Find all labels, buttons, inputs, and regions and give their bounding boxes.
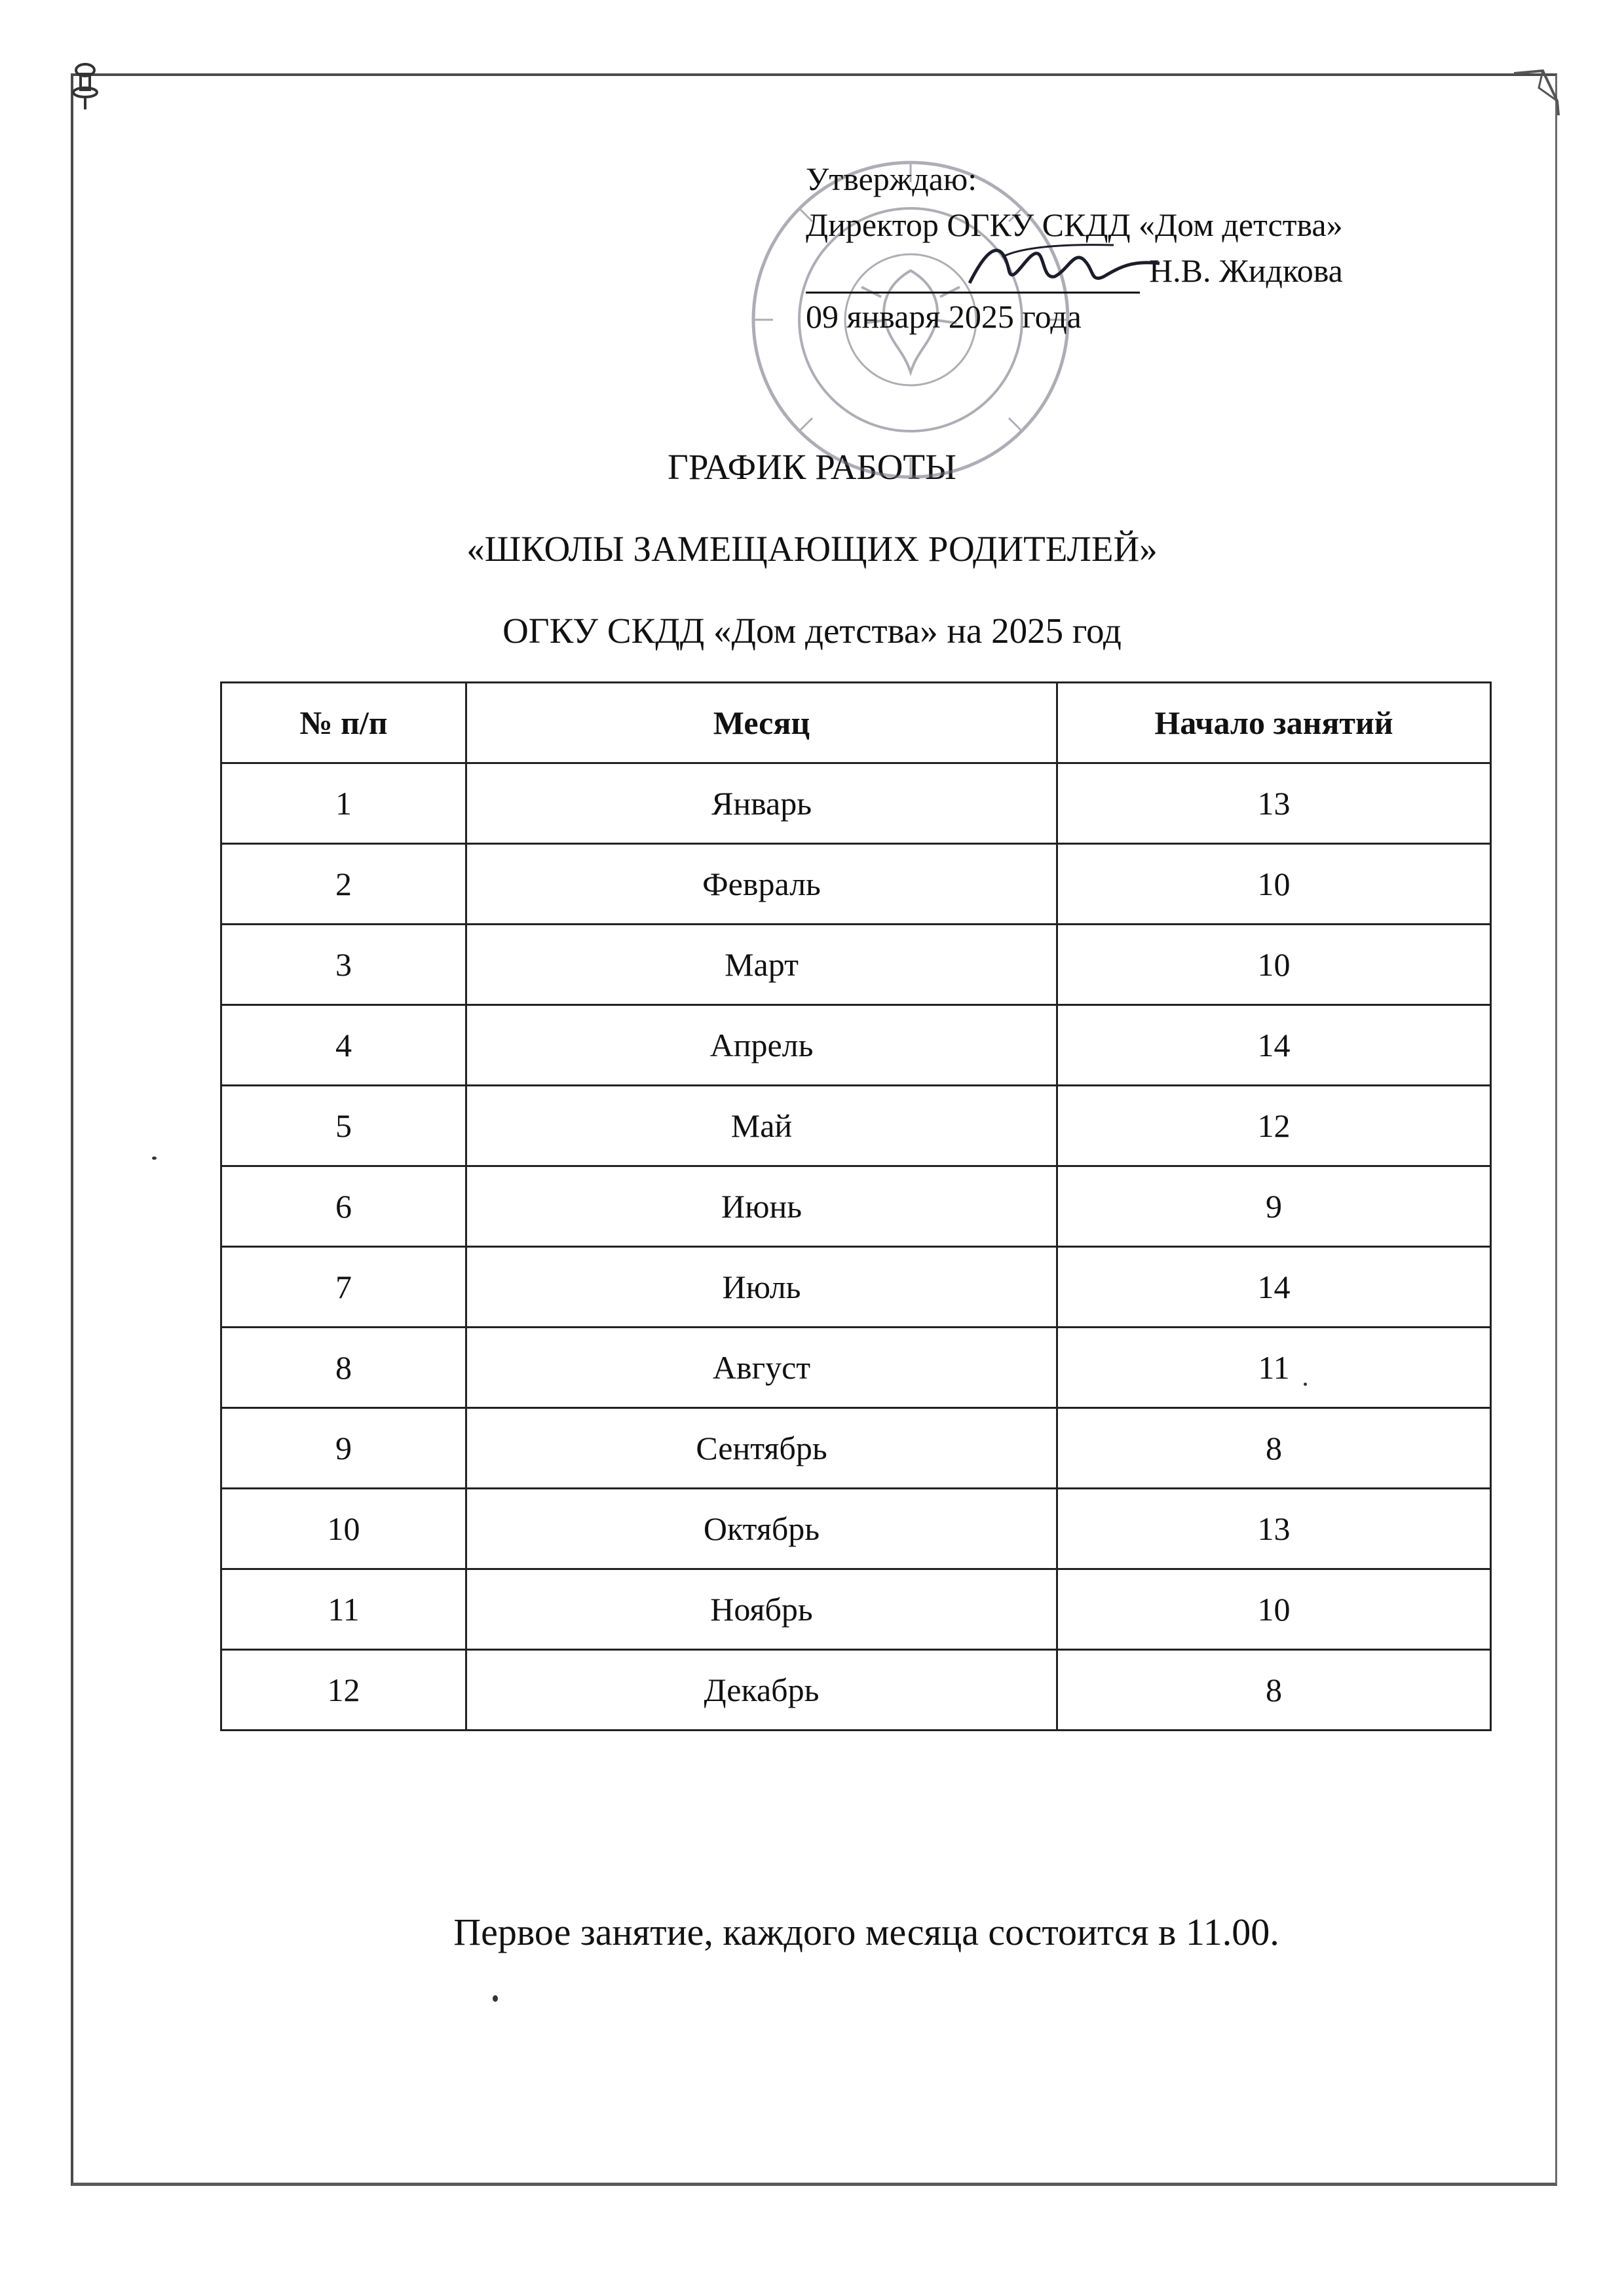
folded-corner-icon: [1514, 68, 1561, 115]
row-number: 11: [221, 1569, 466, 1650]
row-number: 7: [221, 1247, 466, 1328]
approval-heading: Утверждаю:: [806, 161, 977, 197]
row-month: Декабрь: [466, 1650, 1057, 1731]
row-start: 10: [1057, 925, 1491, 1005]
row-start: 14: [1057, 1005, 1491, 1086]
table-row: [221, 1166, 1491, 1247]
table-row: [221, 844, 1491, 925]
row-number: 8: [221, 1328, 466, 1408]
row-start: 13: [1057, 763, 1491, 844]
row-number: 5: [221, 1086, 466, 1166]
row-month: Ноябрь: [466, 1569, 1057, 1650]
row-start: 8: [1057, 1408, 1491, 1489]
row-start: 14: [1057, 1247, 1491, 1328]
footer-note: Первое занятие, каждого месяца состоится в 11.00.: [453, 1911, 1279, 1953]
row-start: 10: [1057, 844, 1491, 925]
approval-date: 09 января 2025 года: [806, 298, 1082, 335]
row-number: 1: [221, 763, 466, 844]
header-number: № п/п: [221, 683, 466, 763]
table-row: [221, 1086, 1491, 1166]
pushpin-icon: [69, 62, 102, 111]
row-month: Март: [466, 925, 1057, 1005]
scan-speck: [493, 1995, 498, 2002]
row-number: 6: [221, 1166, 466, 1247]
row-number: 10: [221, 1489, 466, 1569]
title-line-1: ГРАФИК РАБОТЫ: [668, 447, 956, 487]
row-start: 11: [1057, 1328, 1491, 1408]
row-start: 10: [1057, 1569, 1491, 1650]
table-row: [221, 1569, 1491, 1650]
row-start: 12: [1057, 1086, 1491, 1166]
table-row: [221, 1247, 1491, 1328]
table-row: [221, 763, 1491, 844]
handwritten-signature: [963, 231, 1166, 303]
row-number: 9: [221, 1408, 466, 1489]
approval-position: Директор ОГКУ СКДД «Дом детства»: [806, 206, 1343, 243]
row-month: Сентябрь: [466, 1408, 1057, 1489]
row-month: Октябрь: [466, 1489, 1057, 1569]
title-line-2: «ШКОЛЫ ЗАМЕЩАЮЩИХ РОДИТЕЛЕЙ»: [466, 529, 1158, 569]
row-start: 13: [1057, 1489, 1491, 1569]
row-month: Август: [466, 1328, 1057, 1408]
header-month: Месяц: [466, 683, 1057, 763]
row-month: Июнь: [466, 1166, 1057, 1247]
table-row: [221, 1408, 1491, 1489]
row-number: 3: [221, 925, 466, 1005]
table-row: [221, 1489, 1491, 1569]
row-number: 12: [221, 1650, 466, 1731]
title-line-3: ОГКУ СКДД «Дом детства» на 2025 год: [502, 611, 1122, 651]
row-number: 2: [221, 844, 466, 925]
scan-speck: [1304, 1383, 1307, 1386]
approval-name: Н.В. Жидкова: [1149, 252, 1343, 289]
row-month: Май: [466, 1086, 1057, 1166]
row-month: Февраль: [466, 844, 1057, 925]
row-number: 4: [221, 1005, 466, 1086]
row-month: Апрель: [466, 1005, 1057, 1086]
scan-speck: [152, 1157, 157, 1160]
table-row: [221, 1005, 1491, 1086]
schedule-table: [220, 681, 1492, 1731]
row-month: Июль: [466, 1247, 1057, 1328]
table-row: [221, 1328, 1491, 1408]
table-header-row: [221, 683, 1491, 763]
table-row: [221, 925, 1491, 1005]
table-row: [221, 1650, 1491, 1731]
row-month: Январь: [466, 763, 1057, 844]
row-start: 9: [1057, 1166, 1491, 1247]
row-start: 8: [1057, 1650, 1491, 1731]
header-start: Начало занятий: [1057, 683, 1491, 763]
